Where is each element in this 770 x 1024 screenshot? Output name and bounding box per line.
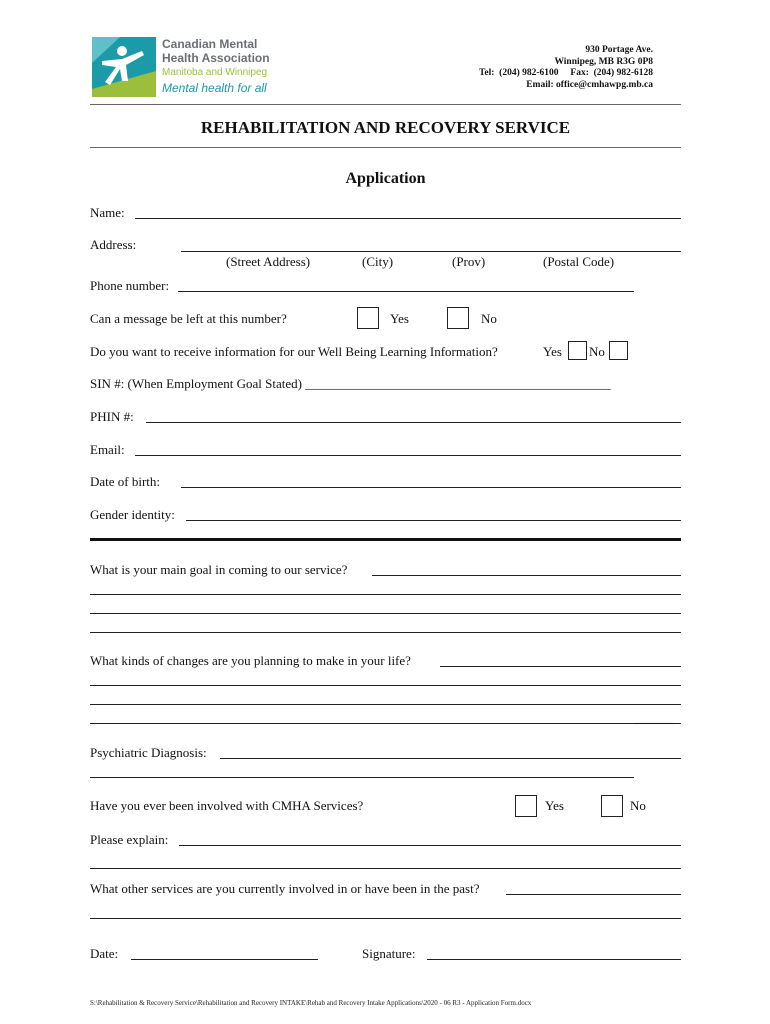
gender-label: Gender identity:: [90, 507, 175, 522]
address-line3: Tel: (204) 982-6100 Fax: (204) 982-6128: [478, 68, 653, 78]
message-question: Can a message be left at this number?: [90, 311, 287, 326]
other-services-field-line2[interactable]: [90, 918, 681, 919]
email-label: Email:: [90, 442, 125, 457]
street-caption: (Street Address): [226, 254, 311, 269]
changes-field-line1[interactable]: [440, 666, 681, 667]
changes-field-line4[interactable]: [90, 723, 681, 724]
phin-label: PHIN #:: [90, 409, 134, 424]
message-yes-label: Yes: [390, 311, 409, 326]
explain-field-line1[interactable]: [179, 845, 681, 846]
org-address: [479, 45, 653, 91]
prov-caption: (Prov): [452, 254, 486, 269]
message-no-label: No: [481, 311, 497, 326]
header-divider: [90, 104, 681, 105]
cmha-logo: [92, 37, 156, 97]
diagnosis-field-line2[interactable]: [90, 777, 634, 778]
wellbeing-question: Do you want to receive information for our Well Being Learning Information?: [90, 344, 498, 359]
goal-question: What is your main goal in coming to our service?: [90, 562, 348, 577]
explain-label: Please explain:: [90, 832, 169, 847]
address-line1: 930 Portage Ave.: [585, 45, 653, 55]
org-name-line2: Health Association: [162, 51, 270, 65]
phin-field[interactable]: [146, 422, 681, 423]
goal-field-line3[interactable]: [90, 613, 681, 614]
goal-field-line4[interactable]: [90, 632, 681, 633]
cmha-question: Have you ever been involved with CMHA Services?: [90, 798, 364, 813]
other-services-field-line1[interactable]: [506, 894, 681, 895]
org-sub: Manitoba and Winnipeg: [162, 67, 268, 78]
wellbeing-yes-label: Yes: [543, 344, 562, 359]
message-no-checkbox[interactable]: [447, 307, 469, 329]
wellbeing-no-checkbox[interactable]: [609, 341, 628, 360]
address-label: Address:: [90, 237, 137, 252]
email-field[interactable]: [135, 455, 681, 456]
sin-label[interactable]: SIN #: (When Employment Goal Stated) _______________________________________________: [90, 376, 611, 391]
address-line4: Email: office@cmhawpg.mb.ca: [526, 79, 653, 90]
changes-field-line3[interactable]: [90, 704, 681, 705]
other-services-question: What other services are you currently involved in or have been in the past?: [90, 881, 480, 896]
message-yes-checkbox[interactable]: [357, 307, 379, 329]
address-field[interactable]: [181, 251, 681, 252]
form-title: REHABILITATION AND RECOVERY SERVICE: [200, 118, 571, 137]
cmha-no-checkbox[interactable]: [601, 795, 623, 817]
cmha-yes-checkbox[interactable]: [515, 795, 537, 817]
explain-field-line2[interactable]: [90, 868, 681, 869]
city-caption: (City): [362, 254, 394, 269]
name-field[interactable]: [135, 218, 681, 219]
diagnosis-label: Psychiatric Diagnosis:: [90, 745, 207, 760]
section-divider: [90, 538, 681, 541]
phone-label: Phone number:: [90, 278, 170, 293]
address-line2: Winnipeg, MB R3G 0P8: [554, 56, 653, 67]
signature-field[interactable]: [427, 959, 681, 960]
wellbeing-yes-checkbox[interactable]: [568, 341, 587, 360]
name-label: Name:: [90, 205, 125, 220]
phone-field[interactable]: [178, 291, 634, 292]
changes-question: What kinds of changes are you planning to make in your life?: [90, 653, 411, 668]
org-name-line1: Canadian Mental: [162, 37, 258, 51]
date-label: Date:: [90, 946, 119, 961]
title-divider: [90, 147, 681, 148]
dob-field[interactable]: [181, 487, 681, 488]
gender-field[interactable]: [186, 520, 681, 521]
org-name: [162, 37, 270, 65]
wellbeing-no-label: No: [589, 344, 605, 359]
org-tagline: Mental health for all: [162, 81, 267, 95]
changes-tail: ______: [634, 710, 673, 725]
footer-file-path: S:\Rehabilitation & Recovery Service\Rehabilitation and Recovery INTAKE\Rehab and Recovery Intake Applications\2020 - 06 R3 - Application Form.docx: [90, 999, 532, 1007]
cmha-yes-label: Yes: [545, 798, 564, 813]
signature-label: Signature:: [362, 946, 416, 961]
goal-field-line1[interactable]: [372, 575, 681, 576]
form-subtitle: Application: [345, 170, 426, 187]
postal-caption: (Postal Code): [543, 254, 615, 269]
diagnosis-field-line1[interactable]: [220, 758, 681, 759]
cmha-no-label: No: [630, 798, 646, 813]
date-field[interactable]: [131, 959, 318, 960]
goal-field-line2[interactable]: [90, 594, 681, 595]
dob-label: Date of birth:: [90, 474, 161, 489]
changes-field-line2[interactable]: [90, 685, 681, 686]
